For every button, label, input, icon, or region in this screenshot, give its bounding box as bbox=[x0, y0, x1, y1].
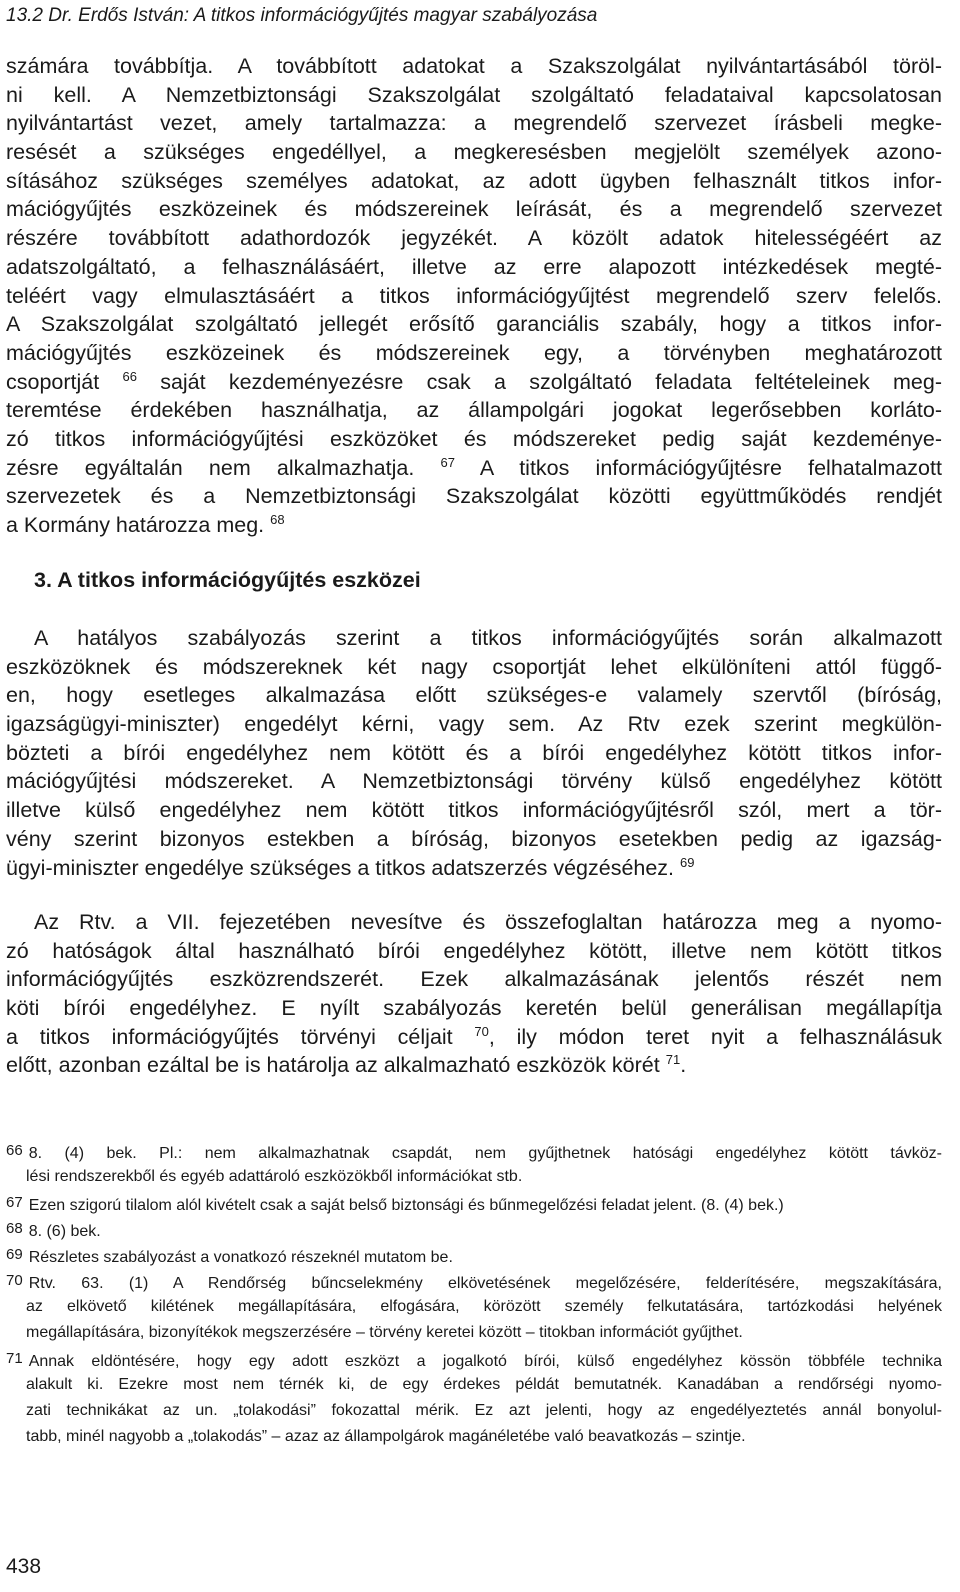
footnote-number: 67 bbox=[6, 1194, 23, 1211]
body-line: bözteti a bírói engedélyhez nem kötött és a bírói engedélyhez kötött titkos infor- bbox=[6, 740, 942, 765]
footnote-71-continued: tabb, minél nagyobb a „tolakodás” – azaz az állampolgárok magánéletébe való beavatkozás – szintje. bbox=[26, 1428, 746, 1445]
body-line: teléért vagy elmulasztásáért a titkos információgyűjtést megrendelő szerv felelős. bbox=[6, 283, 942, 308]
footnote-number: 68 bbox=[6, 1220, 23, 1237]
body-line: en, hogy esetleges alkalmazása előtt szükséges-e valamely szervtől (bíróság, bbox=[6, 683, 942, 708]
section-heading: 3. A titkos információgyűjtés eszközei bbox=[34, 568, 421, 592]
body-line: illetve külső engedélyhez nem kötött titkos információgyűjtésről szól, mert a tör- bbox=[6, 798, 942, 823]
footnote-71 bbox=[6, 1346, 942, 1372]
body-line bbox=[6, 368, 942, 397]
footnote-ref-71[interactable]: 71 bbox=[665, 1052, 681, 1068]
footnote-67 bbox=[6, 1190, 942, 1216]
body-line: sításához szükséges személyes adatokat, az adott ügyben felhasznált titkos infor- bbox=[6, 168, 942, 193]
body-line: A hatályos szabályozás szerint a titkos információgyűjtés során alkalmazott bbox=[34, 626, 942, 650]
body-line: eszközöknek és módszereknek két nagy csoportját lehet elkülöníteni attól függő- bbox=[6, 654, 942, 679]
footnote-text: Rtv. 63. (1) A Rendőrség bűncselekmény elkövetésének megelőzésére, felderítésére, megszakítására, bbox=[28, 1275, 942, 1292]
body-line: szervezetek és a Nemzetbiztonsági Szakszolgálat közötti együttműködés rendjét bbox=[6, 484, 942, 509]
footnote-71-continued: zati technikákat az un. „tolakodási” fokozattal mérik. Ez azt jelenti, hogy az engedélyeztetés annál bonyolul- bbox=[26, 1402, 942, 1419]
footnote-text: Ezen szigorú tilalom alól kivételt csak a saját belső biztonsági és bűnmegelőzési feladat jelent. (8. (4) bek.) bbox=[28, 1197, 784, 1214]
footnote-number: 69 bbox=[6, 1246, 23, 1263]
footnote-70 bbox=[6, 1268, 942, 1294]
footnote-number: 71 bbox=[6, 1350, 23, 1367]
body-line: mációgyűjtés eszközeinek és módszereinek egy, a törvényben meghatározott bbox=[6, 340, 942, 365]
paragraph bbox=[6, 908, 942, 1080]
body-line: vény szerint bizonyos estekben a bíróság, bizonyos esetekben pedig az igazság- bbox=[6, 826, 942, 851]
body-line: részére továbbított adathordozók jegyzékét. A közölt adatok hitelességéért az bbox=[6, 226, 942, 251]
body-text: ügyi-miniszter engedélye szükséges a titkos adatszerzés végzéséhez. bbox=[6, 855, 675, 880]
body-line: teremtése érdekében használhatja, az állampolgári jogokat legerősebben korláto- bbox=[6, 398, 942, 423]
footnote-71-continued: alakult ki. Ezekre most nem térnék ki, de egy érdekes példát bemutatnék. Kanadában a rendőrségi nyomo- bbox=[26, 1376, 942, 1393]
footnote-70-continued: az elkövető kilétének megállapítására, elfogására, körözött személy felkutatására, tartózkodási helyének bbox=[26, 1298, 942, 1315]
footnote-ref-69[interactable]: 69 bbox=[680, 854, 695, 870]
running-header: 13.2 Dr. Erdős István: A titkos információgyűjtés magyar szabályozása bbox=[6, 5, 598, 26]
body-line: köti bírói engedélyhez. E nyílt szabályozás keretén belül generálisan megállapítja bbox=[6, 996, 942, 1021]
body-line bbox=[6, 1051, 942, 1080]
body-text: zésre egyáltalán nem alkalmazhatja. bbox=[6, 455, 415, 480]
body-line: számára továbbítja. A továbbított adatokat a Szakszolgálat nyilvántartásából töröl- bbox=[6, 54, 942, 78]
body-line: zó titkos információgyűjtési eszközöket és módszereket pedig saját kezdeménye- bbox=[6, 426, 942, 451]
body-line bbox=[6, 854, 942, 883]
body-line: információgyűjtés eszközrendszerét. Ezek alkalmazásának jelentős részét nem bbox=[6, 967, 942, 992]
body-line: zó hatóságok által használható bírói engedélyhez kötött, illetve nem kötött titkos bbox=[6, 938, 942, 963]
footnote-68 bbox=[6, 1216, 942, 1242]
body-line: Az Rtv. a VII. fejezetében nevesítve és összefoglaltan határozza meg a nyomo- bbox=[34, 910, 942, 934]
body-line bbox=[6, 511, 942, 540]
footnote-70-continued: megállapítására, bizonyítékok megszerzésére – törvény keretei között – titokban információt gyűjthet. bbox=[26, 1324, 743, 1341]
body-text: A titkos információgyűjtésre felhatalmazott bbox=[479, 455, 942, 480]
footnote-number: 70 bbox=[6, 1272, 23, 1289]
footnote-text: 8. (4) bek. Pl.: nem alkalmazhatnak csapdát, nem gyűjthetnek hatósági engedélyhez kötött távköz- bbox=[28, 1145, 942, 1162]
footnote-ref-67[interactable]: 67 bbox=[440, 454, 455, 470]
body-text: , ily módon teret nyit a felhasználásuk bbox=[488, 1024, 942, 1049]
body-text: előtt, azonban ezáltal be is határolja az alkalmazható eszközök körét bbox=[6, 1053, 660, 1078]
body-line: nyilvántartást vezet, amely tartalmazza: a megrendelő szervezet írásbeli megke- bbox=[6, 111, 942, 136]
footnote-text: Részletes szabályozást a vonatkozó részeknél mutatom be. bbox=[28, 1249, 453, 1266]
body-line: resését a szükséges engedéllyel, a megkeresésben megjelölt személyek azono- bbox=[6, 140, 942, 165]
body-text: csoportját bbox=[6, 369, 100, 394]
body-line: ni kell. A Nemzetbiztonsági Szakszolgálat szolgáltató feladataival kapcsolatosan bbox=[6, 82, 942, 107]
footnote-ref-70[interactable]: 70 bbox=[474, 1023, 489, 1039]
body-line: A Szakszolgálat szolgáltató jellegét erősítő garanciális szabály, hogy a titkos infor- bbox=[6, 312, 942, 337]
body-line: adatszolgáltató, a felhasználásáért, illetve az erre alapozott intézkedések megté- bbox=[6, 254, 942, 279]
paragraph-continued bbox=[6, 52, 942, 540]
footnote-66-continued: lési rendszerekből és egyéb adattároló eszközökből információkat stb. bbox=[26, 1168, 523, 1185]
body-line bbox=[6, 1023, 942, 1052]
body-line bbox=[6, 454, 942, 483]
footnote-text: Annak eldöntésére, hogy egy adott eszközt a jogalkotó bírói, külső engedélyhez kössön többféle technika bbox=[28, 1353, 942, 1370]
footnote-number: 66 bbox=[6, 1142, 23, 1159]
footnote-ref-68[interactable]: 68 bbox=[270, 512, 285, 527]
footnote-66 bbox=[6, 1138, 942, 1164]
footnote-69 bbox=[6, 1242, 942, 1268]
body-text: a Kormány határozza meg. bbox=[6, 513, 265, 537]
body-line: mációgyűjtés eszközeinek és módszereinek leírását, és a megrendelő szervezet bbox=[6, 197, 942, 222]
body-text: a titkos információgyűjtés törvényi céljait bbox=[6, 1024, 453, 1049]
footnote-text: 8. (6) bek. bbox=[28, 1223, 101, 1240]
body-line: igazságügyi-miniszter) engedélyt kérni, vagy sem. Az Rtv ezek szerint megkülön- bbox=[6, 712, 942, 737]
body-text: saját kezdeményezésre csak a szolgáltató feladata feltételeinek meg- bbox=[160, 369, 942, 394]
body-line: mációgyűjtési módszereket. A Nemzetbiztonsági törvény külső engedélyhez kötött bbox=[6, 769, 942, 794]
footnote-ref-66[interactable]: 66 bbox=[122, 368, 137, 384]
paragraph bbox=[6, 624, 942, 882]
page-number: 438 bbox=[6, 1555, 42, 1578]
body-text: . bbox=[680, 1053, 687, 1078]
footnotes bbox=[6, 1138, 942, 1450]
